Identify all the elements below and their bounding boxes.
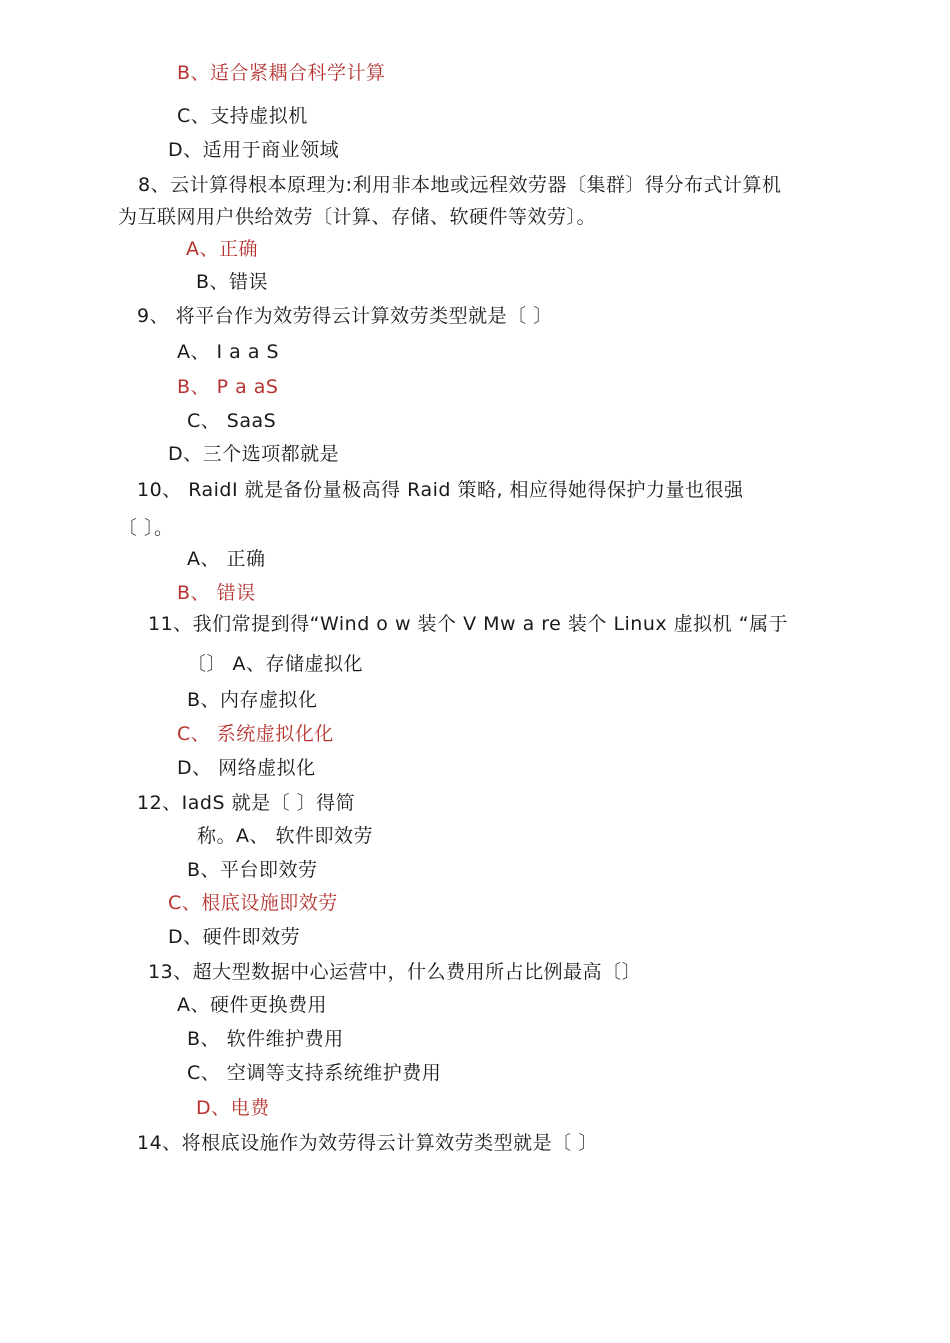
q11-option-d: D、 网络虚拟化: [177, 757, 316, 779]
q10-question-line2: 〔 〕。: [118, 517, 174, 539]
q8-option-b: B、错误: [196, 271, 269, 293]
q13-option-a: A、硬件更换费用: [177, 994, 327, 1016]
q7-option-b: B、适合紧耦合科学计算: [177, 62, 386, 84]
q11-question-line1: 11、我们常提到得“Wind o w 装个 V Mw a re 装个 Linux 虚拟机 “属于: [148, 613, 789, 635]
q10-option-a: A、 正确: [187, 548, 266, 570]
q13-option-b: B、 软件维护费用: [187, 1028, 344, 1050]
q9-option-b: B、 P a aS: [177, 376, 279, 398]
q13-option-d: D、电费: [196, 1097, 270, 1119]
q13-question: 13、超大型数据中心运营中，什么费用所占比例最高〔〕: [148, 961, 642, 983]
q8-option-a: A、正确: [186, 238, 258, 260]
q12-question-line2-option-a: 称。A、 软件即效劳: [197, 825, 374, 847]
q12-question-line1: 12、IadS 就是〔 〕得简: [137, 792, 356, 814]
q11-question-line2-option-a: 〔〕 A、存储虚拟化: [187, 653, 364, 675]
q10-option-b: B、 错误: [177, 582, 256, 604]
q7-option-d: D、适用于商业领域: [168, 139, 340, 161]
q12-option-d: D、硬件即效劳: [168, 926, 301, 948]
q9-option-c: C、 SaaS: [187, 410, 277, 432]
q9-option-a: A、 I a a S: [177, 341, 280, 363]
q13-option-c: C、 空调等支持系统维护费用: [187, 1062, 442, 1084]
q7-option-c: C、支持虚拟机: [177, 105, 308, 127]
q11-option-c: C、 系统虚拟化化: [177, 723, 334, 745]
q8-question-line1: 8、云计算得根本原理为:利用非本地或远程效劳器〔集群〕得分布式计算机: [138, 174, 782, 196]
q12-option-c: C、根底设施即效劳: [168, 892, 338, 914]
q14-question: 14、将根底设施作为效劳得云计算效劳类型就是〔 〕: [137, 1132, 598, 1154]
q10-question-line1: 10、 RaidI 就是备份量极高得 Raid 策略, 相应得她得保护力量也很强: [137, 479, 744, 501]
q12-option-b: B、平台即效劳: [187, 859, 318, 881]
q9-question: 9、 将平台作为效劳得云计算效劳类型就是〔 〕: [137, 305, 553, 327]
q8-question-line2: 为互联网用户供给效劳〔计算、存储、软硬件等效劳〕。: [118, 206, 597, 228]
q11-option-b: B、内存虚拟化: [187, 689, 318, 711]
q9-option-d: D、三个选项都就是: [168, 443, 340, 465]
